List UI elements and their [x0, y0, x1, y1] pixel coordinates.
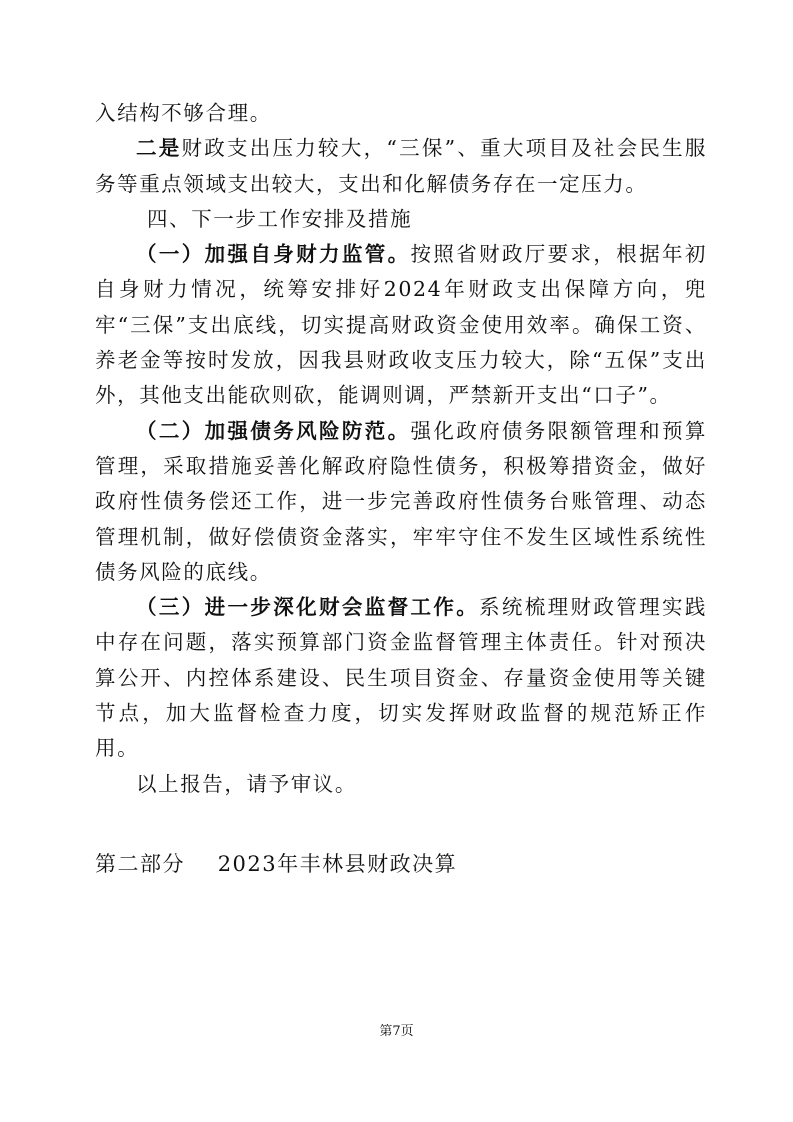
- paragraph-accounting-supervision: [95, 590, 707, 766]
- paragraph-financial-supervision: [95, 237, 707, 413]
- paragraph-text: 入结构不够合理。: [95, 101, 272, 125]
- paragraph-debt-risk: [95, 414, 707, 590]
- paragraph-text: 以上报告，请予审议。: [136, 771, 357, 796]
- paragraph-continuation: [95, 96, 707, 131]
- paragraph-fiscal-pressure: [95, 131, 707, 202]
- paragraph-lead: （二）加强债务风险防范。: [136, 418, 411, 443]
- page-number: 第7页: [379, 1024, 414, 1039]
- section-heading: [95, 202, 707, 237]
- paragraph-lead: （一）加强自身财力监管。: [136, 242, 411, 267]
- paragraph-closing: [95, 767, 707, 802]
- paragraph-text: 系统梳理财政管理实践中存在问题，落实预算部门资金监督管理主体责任。针对预决算公开、内控体系建设、民生项目资金、存量资金使用等关键节点，加大监督检查力度，切实发挥财政监督的规范矫正作用。: [95, 595, 707, 761]
- paragraph-text: 财政支出压力较大，“三保”、重大项目及社会民生服务等重点领域支出较大，支出和化解债务存在一定压力。: [95, 136, 707, 196]
- section-heading-text: 四、下一步工作安排及措施: [147, 206, 413, 231]
- part-title: 第二部分 2023年丰林县财政决算: [95, 852, 458, 876]
- paragraph-text: 强化政府债务限额管理和预算管理，采取措施妥善化解政府隐性债务，积极筹措资金，做好政府性债务偿还工作，进一步完善政府性债务台账管理、动态管理机制，做好偿债资金落实，牢牢守住不发生区域性系统性债务风险的底线。: [95, 418, 707, 584]
- paragraph-lead: 二是: [136, 136, 182, 161]
- paragraph-lead: （三）进一步深化财会监督工作。: [136, 595, 480, 620]
- document-body: [95, 96, 707, 802]
- paragraph-text: 按照省财政厅要求，根据年初自身财力情况，统筹安排好2024年财政支出保障方向，兜牢“三保”支出底线，切实提高财政资金使用效率。确保工资、养老金等按时发放，因我县财政收支压力较大，除“五保”支出外，其他支出能砍则砍，能调则调，严禁新开支出“口子”。: [95, 242, 707, 408]
